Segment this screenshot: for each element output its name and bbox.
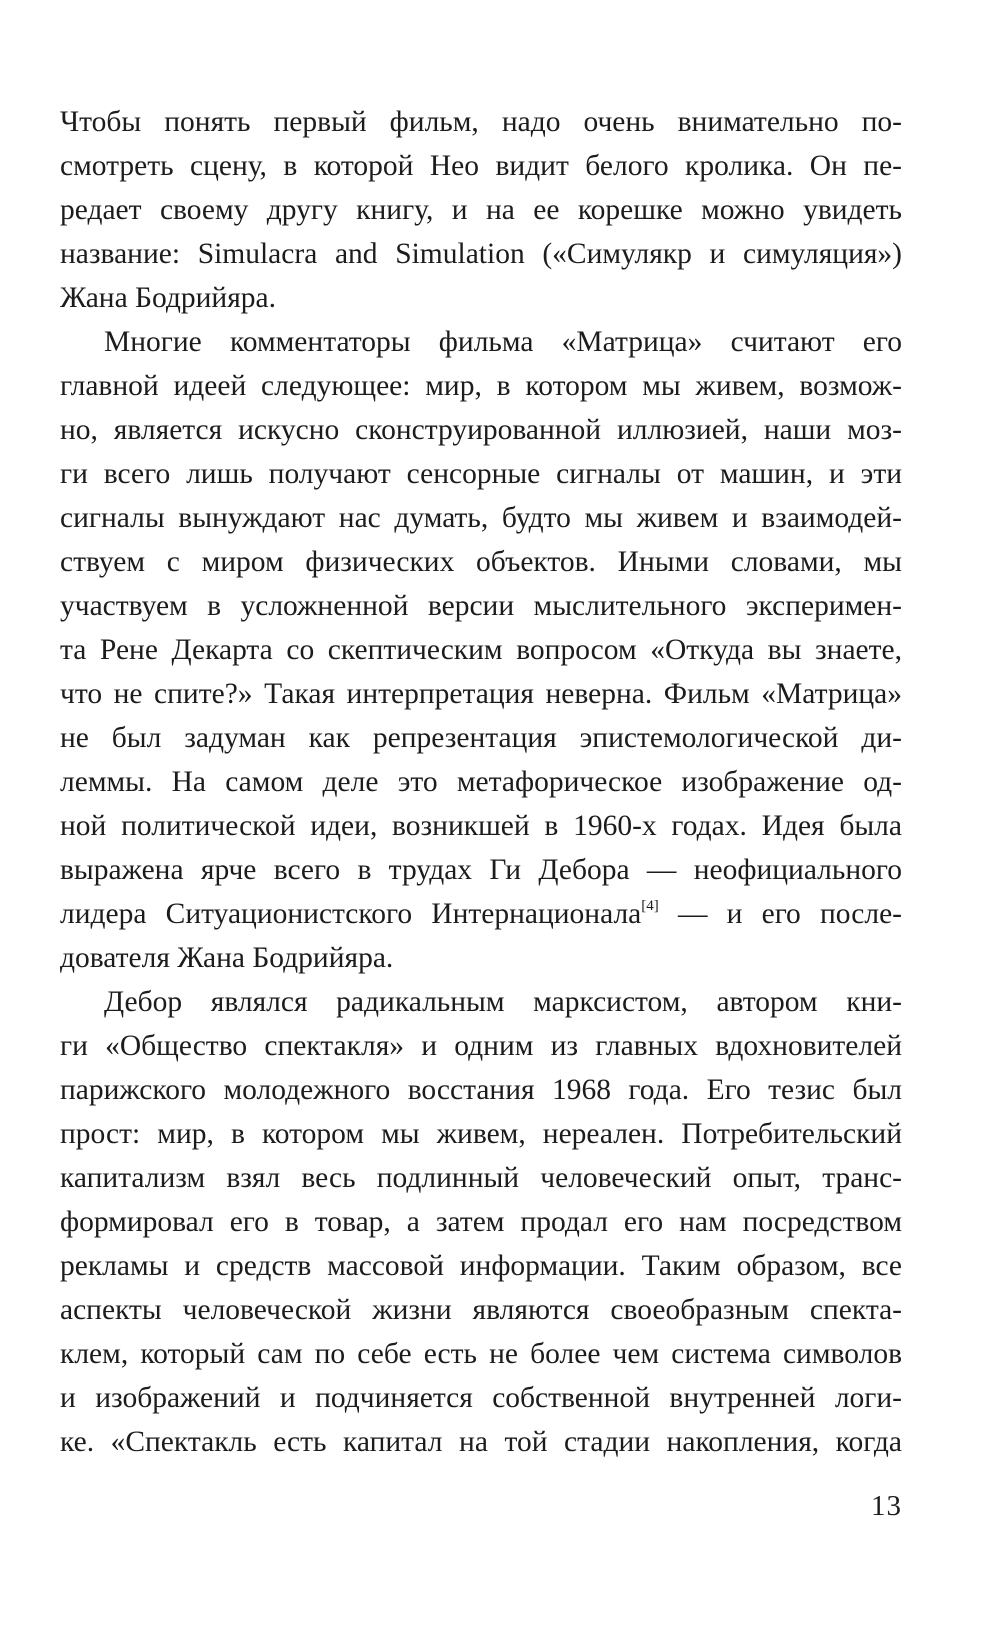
text-line: Чтобы понять первый фильм, надо очень внимательно по-	[60, 106, 902, 138]
text-line: ствуем с миром физических объектов. Иными словами, мы	[60, 546, 902, 578]
text-line: редает своему другу книгу, и на ее корешке можно увидеть	[60, 194, 902, 226]
text-line: и изображений и подчиняется собственной внутренней логи-	[60, 1382, 902, 1414]
text-line: аспекты человеческой жизни являются своеобразным спекта-	[60, 1294, 902, 1326]
text-line: выражена ярче всего в трудах Ги Дебора — неофициального	[60, 854, 902, 886]
text-line: Многие комментаторы фильма «Матрица» считают его	[104, 326, 902, 358]
text-line: название: Simulacra and Simulation («Симулякр и симуляция»)	[60, 238, 902, 270]
text-line: ке. «Спектакль есть капитал на той стадии накопления, когда	[60, 1426, 902, 1458]
footnote-marker[interactable]: [4]	[641, 898, 659, 914]
text-line: дователя Жана Бодрийяра.	[60, 942, 394, 974]
footnote-line-before: лидера Ситуационистского Интернационала	[60, 898, 642, 930]
text-line: капитализм взял весь подлинный человеческий опыт, транс-	[60, 1162, 902, 1194]
text-line: Жана Бодрийяра.	[60, 282, 277, 314]
page-number: 13	[871, 1490, 902, 1522]
footnote-line-after: — и его после-	[658, 898, 902, 930]
body-text	[60, 100, 902, 1464]
text-line: участвуем в усложненной версии мыслительного эксперимен-	[60, 590, 902, 622]
text-line: Дебор являлся радикальным марксистом, автором кни-	[104, 986, 902, 1018]
text-line: клем, который сам по себе есть не более чем система символов	[60, 1338, 902, 1370]
text-line: но, является искусно сконструированной иллюзией, наши моз-	[60, 414, 902, 446]
text-line: сигналы вынуждают нас думать, будто мы живем и взаимодей-	[60, 502, 902, 534]
text-line: ной политической идеи, возникшей в 1960-х годах. Идея была	[60, 810, 902, 842]
text-line: парижского молодежного восстания 1968 года. Его тезис был	[60, 1074, 902, 1106]
text-line: что не спите?» Такая интерпретация неверна. Фильм «Матрица»	[60, 678, 902, 710]
text-line: ги всего лишь получают сенсорные сигналы от машин, и эти	[60, 458, 902, 490]
text-line: формировал его в товар, а затем продал его нам посредством	[60, 1206, 902, 1238]
text-line: прост: мир, в котором мы живем, нереален. Потребительский	[60, 1118, 902, 1150]
text-line: та Рене Декарта со скептическим вопросом «Откуда вы знаете,	[60, 634, 902, 666]
text-line: леммы. На самом деле это метафорическое изображение од-	[60, 766, 902, 798]
text-line-with-footnote	[60, 892, 902, 936]
text-line: рекламы и средств массовой информации. Таким образом, все	[60, 1250, 902, 1282]
text-line: главной идеей следующее: мир, в котором мы живем, возмож-	[60, 370, 902, 402]
text-line: смотреть сцену, в которой Нео видит белого кролика. Он пе-	[60, 150, 902, 182]
text-line: не был задуман как репрезентация эпистемологической ди-	[60, 722, 902, 754]
text-line: ги «Общество спектакля» и одним из главных вдохновителей	[60, 1030, 902, 1062]
